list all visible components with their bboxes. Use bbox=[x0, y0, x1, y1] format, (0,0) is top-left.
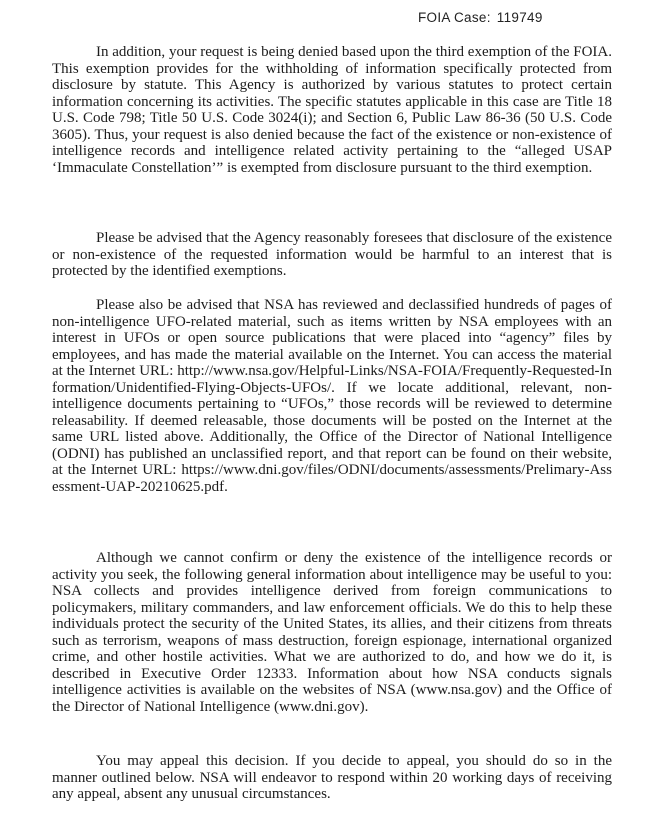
ufo-material-text-part-1: Please also be advised that NSA has reviewed and declassified hundreds of pages of non-intelligence UFO-related material, such as items written by NSA employees with an interest in UFOs or open source publications that were placed into “agency” files by employees, and has made the material available on the Internet. You can access the material at the Internet URL: bbox=[52, 297, 612, 379]
paragraph-foreseeable-harm: Please be advised that the Agency reasonably foresees that disclosure of the existence or non-existence of the requested information would be harmful to an interest that is protected by the identified exemptions. bbox=[52, 230, 612, 279]
case-number: 119749 bbox=[496, 10, 543, 25]
foia-case-header bbox=[418, 10, 543, 27]
paragraph-third-exemption: In addition, your request is being denied based upon the third exemption of the FOIA. This exemption provides for the withholding of information specifically protected from disclosure by statute. This Agency is authorized by various statutes to protect certain information concerning its activities. The specific statutes applicable in this case are Title 18 U.S. Code 798; Title 50 U.S. Code 3024(i); and Section 6, Public Law 86-36 (50 U.S. Code 3605). Thus, your request is also denied because the fact of the existence or non-existence of intelligence records and intelligence related activity pertaining to the “alleged USAP ‘Immaculate Constellation’” is exempted from disclosure pursuant to the third exemption. bbox=[52, 44, 612, 176]
ufo-material-text-part-2: If we locate additional, relevant, non-intelligence documents pertaining to “UFOs,” those records will be reviewed to determine releasability. If deemed releasable, those documents will be posted on the Internet at the same URL listed above. Additionally, the Office of the Director of National Intelligence (ODNI) has published an unclassified report, and that report can be found on their website, at the Internet URL: bbox=[52, 379, 613, 478]
odni-report-url: https://www.dni.gov/files/ODNI/documents/assessments/Prelimary-Assessment-UAP-20210625.pdf. bbox=[52, 462, 612, 495]
paragraph-appeal: You may appeal this decision. If you decide to appeal, you should do so in the manner outlined below. NSA will endeavor to respond within 20 working days of receiving any appeal, absent any unusual circumstances. bbox=[52, 753, 612, 802]
paragraph-declassified-ufo-material bbox=[52, 297, 612, 495]
paragraph-general-information: Although we cannot confirm or deny the existence of the intelligence records or activity you seek, the following general information about intelligence may be useful to you: NSA collects and provides intelligence derived from foreign communications to policymakers, military commanders, and law enforcement officials. We do this to help these individuals protect the security of the United States, its allies, and their citizens from threats such as terrorism, weapons of mass destruction, foreign espionage, international organized crime, and other hostile activities. What we are authorized to do, and how we do it, is described in Executive Order 12333. Information about how NSA conducts signals intelligence activities is available on the websites of NSA (www.nsa.gov) and the Office of the Director of National Intelligence (www.dni.gov). bbox=[52, 550, 612, 715]
nsa-ufo-url: http://www.nsa.gov/Helpful-Links/NSA-FOIA/Frequently-Requested-Information/Unidentified-Flying-Objects-UFOs/. bbox=[52, 363, 612, 396]
case-label: FOIA Case: bbox=[418, 10, 491, 25]
